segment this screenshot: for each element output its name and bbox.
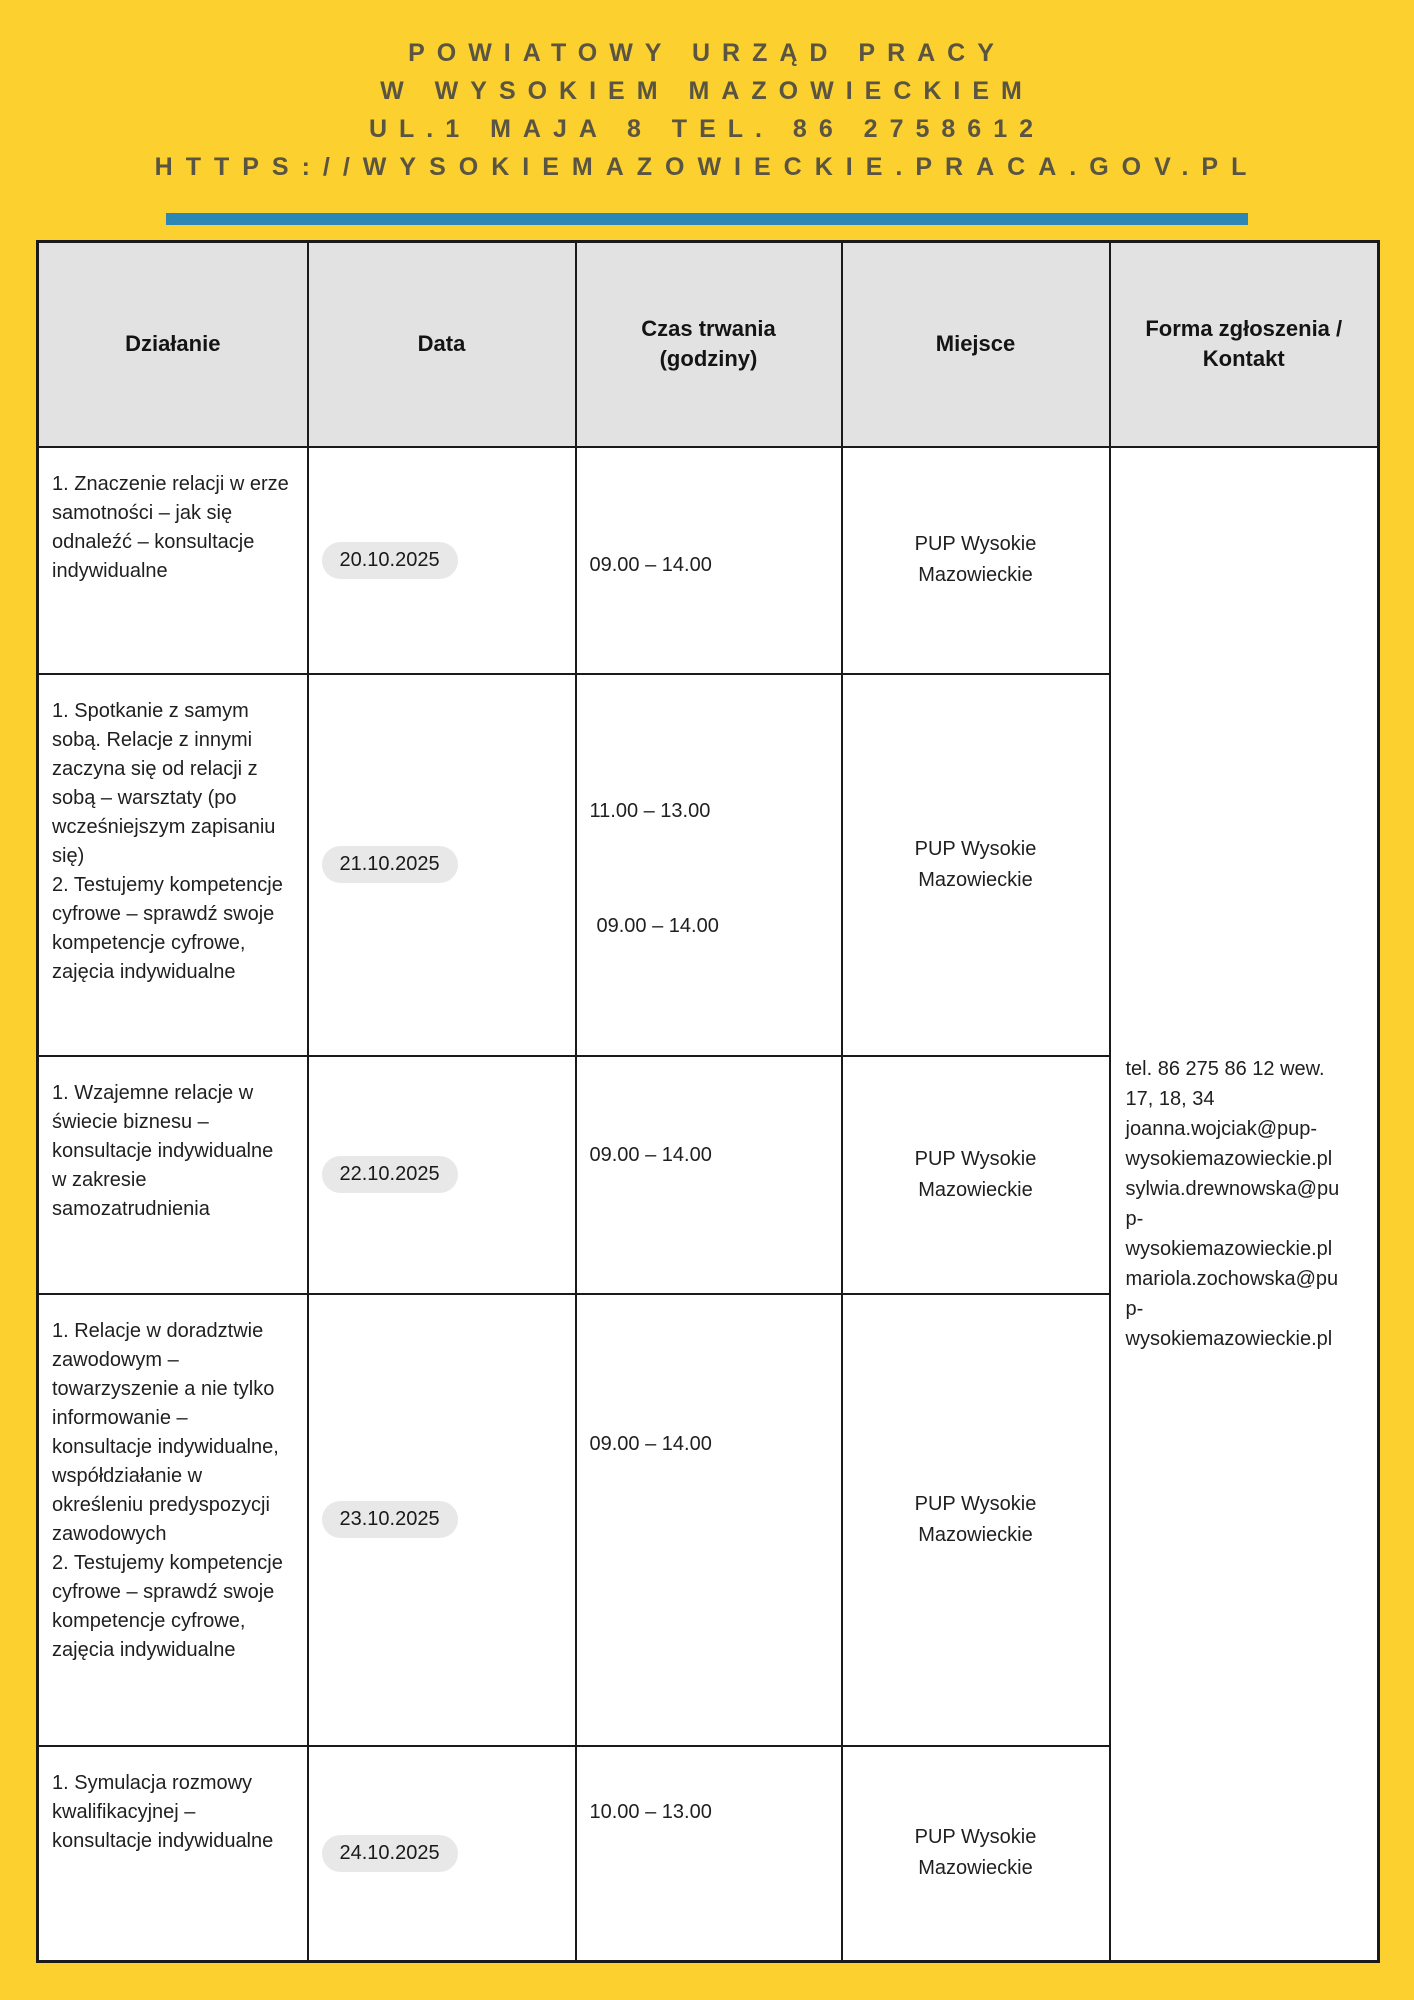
date-cell xyxy=(308,447,576,674)
office-header xyxy=(0,0,1414,186)
date-cell xyxy=(308,1746,576,1962)
place-cell: PUP Wysokie Mazowieckie xyxy=(842,1056,1110,1294)
header-line-2: W WYSOKIEM MAZOWIECKIEM xyxy=(380,77,1034,105)
contact-cell: tel. 86 275 86 12 wew. 17, 18, 34 joanna.wojciak@pup- wysokiemazowieckie.pl sylwia.drewnowska@pu p- wysokiemazowieckie.pl mariola.zochowska@pu p- wysokiemazowieckie.pl xyxy=(1110,447,1379,1962)
header-url: HTTPS://WYSOKIEMAZOWIECKIE.PRACA.GOV.PL xyxy=(154,153,1260,181)
place-cell: PUP Wysokie Mazowieckie xyxy=(842,1746,1110,1962)
activity-cell: 1. Relacje w doradztwie zawodowym – towarzyszenie a nie tylko informowanie – konsultacje indywidualne, współdziałanie w określeniu predyspozycji zawodowych 2. Testujemy kompetencje cyfrowe – sprawdź swoje kompetencje cyfrowe, zajęcia indywidualne xyxy=(38,1294,308,1746)
date-pill: 23.10.2025 xyxy=(322,1501,458,1538)
time-value: 09.00 – 14.00 xyxy=(589,1143,712,1166)
time-value-2: 09.00 – 14.00 xyxy=(596,914,719,937)
place-cell: PUP Wysokie Mazowieckie xyxy=(842,1294,1110,1746)
table-header-row xyxy=(38,242,1379,447)
column-header-contact: Forma zgłoszenia / Kontakt xyxy=(1110,242,1379,447)
column-header-activity: Działanie xyxy=(38,242,308,447)
place-cell: PUP Wysokie Mazowieckie xyxy=(842,674,1110,1056)
table-row xyxy=(38,447,1379,674)
date-pill: 21.10.2025 xyxy=(322,846,458,883)
schedule-table xyxy=(36,240,1380,1963)
date-cell xyxy=(308,1294,576,1746)
time-value: 09.00 – 14.00 xyxy=(589,553,712,576)
activity-cell: 1. Symulacja rozmowy kwalifikacyjnej – konsultacje indywidualne xyxy=(38,1746,308,1962)
date-pill: 24.10.2025 xyxy=(322,1835,458,1872)
activity-cell: 1. Wzajemne relacje w świecie biznesu – konsultacje indywidualne w zakresie samozatrudnienia xyxy=(38,1056,308,1294)
column-header-duration: Czas trwania (godziny) xyxy=(576,242,842,447)
date-pill: 22.10.2025 xyxy=(322,1156,458,1193)
date-cell xyxy=(308,674,576,1056)
time-cell xyxy=(576,447,842,674)
date-cell xyxy=(308,1056,576,1294)
activity-cell: 1. Spotkanie z samym sobą. Relacje z innymi zaczyna się od relacji z sobą – warsztaty (po wcześniejszym zapisaniu się) 2. Testujemy kompetencje cyfrowe – sprawdź swoje kompetencje cyfrowe, zajęcia indywidualne xyxy=(38,674,308,1056)
header-line-3: UL.1 MAJA 8 TEL. 86 2758612 xyxy=(368,115,1045,143)
date-pill: 20.10.2025 xyxy=(322,542,458,579)
time-value: 09.00 – 14.00 xyxy=(589,1432,712,1455)
activity-cell: 1. Znaczenie relacji w erze samotności – jak się odnaleźć – konsultacje indywidualne xyxy=(38,447,308,674)
time-cell xyxy=(576,1294,842,1746)
column-header-place: Miejsce xyxy=(842,242,1110,447)
time-value: 10.00 – 13.00 xyxy=(589,1800,712,1823)
time-cell xyxy=(576,1746,842,1962)
column-header-date: Data xyxy=(308,242,576,447)
place-cell: PUP Wysokie Mazowieckie xyxy=(842,447,1110,674)
time-cell xyxy=(576,674,842,1056)
time-cell xyxy=(576,1056,842,1294)
time-value: 11.00 – 13.00 xyxy=(589,799,711,822)
blue-divider-bar xyxy=(166,213,1248,225)
header-line-1: POWIATOWY URZĄD PRACY xyxy=(408,39,1006,67)
